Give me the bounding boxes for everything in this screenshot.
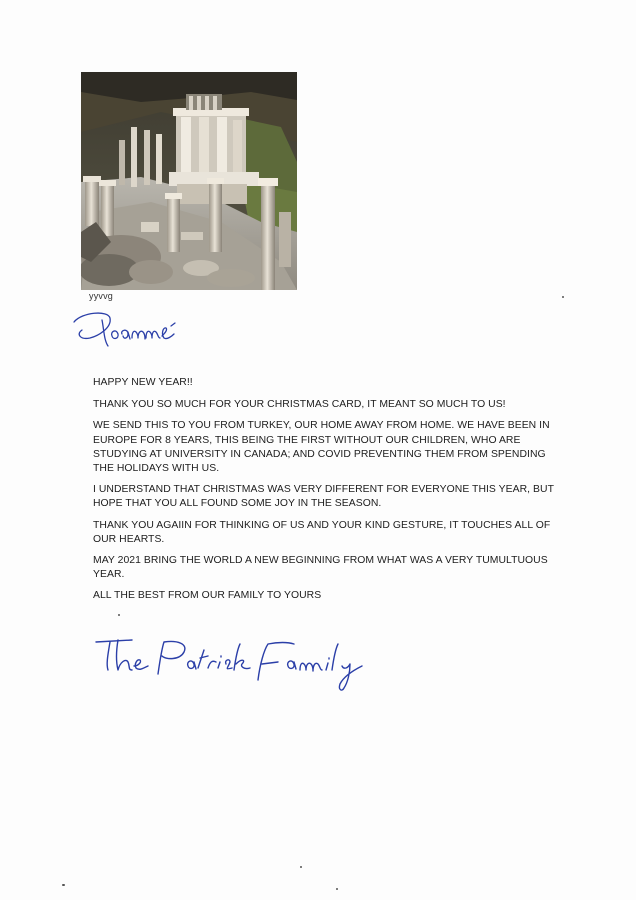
scan-speck	[562, 296, 564, 298]
thank-you-paragraph: THANK YOU SO MUCH FOR YOUR CHRISTMAS CARD, IT MEANT SO MUCH TO US!	[93, 399, 506, 411]
photo-caption: yyvvg	[89, 291, 114, 301]
greeting-line: HAPPY NEW YEAR!!	[93, 377, 193, 388]
closing-line: ALL THE BEST FROM OUR FAMILY TO YOURS	[93, 590, 322, 602]
handwritten-closing-signature	[92, 636, 382, 694]
scan-speck	[62, 884, 65, 886]
christmas-paragraph: I UNDERSTAND THAT CHRISTMAS WAS VERY DIFFERENT FOR EVERYONE THIS YEAR, BUT HOPE THAT YOU ALL FOUND SOME JOY IN THE SEASON.	[93, 484, 554, 510]
new-year-wish-paragraph: MAY 2021 BRING THE WORLD A NEW BEGINNING FROM WHAT WAS A VERY TUMULTUOUS YEAR.	[93, 555, 548, 581]
scan-speck	[118, 614, 120, 616]
scan-speck	[300, 866, 302, 868]
thanks-again-paragraph: THANK YOU AGAIIN FOR THINKING OF US AND YOUR KIND GESTURE, IT TOUCHES ALL OF OUR HEARTS.	[93, 519, 551, 545]
scan-speck	[336, 888, 338, 890]
handwritten-greeting-signature	[68, 306, 218, 356]
letter-body	[93, 376, 563, 611]
ruins-photo	[81, 72, 297, 290]
turkey-paragraph: WE SEND THIS TO YOU FROM TURKEY, OUR HOME AWAY FROM HOME. WE HAVE BEEN IN EUROPE FOR 8 YEARS, THIS BEING THE FIRST WITHOUT OUR CHILDREN, WHO ARE STUDYING AT UNIVERSITY IN CANADA; AND COVID PREVENTING THEM FROM SPENDING THE HOLIDAYS WITH US.	[93, 420, 550, 475]
